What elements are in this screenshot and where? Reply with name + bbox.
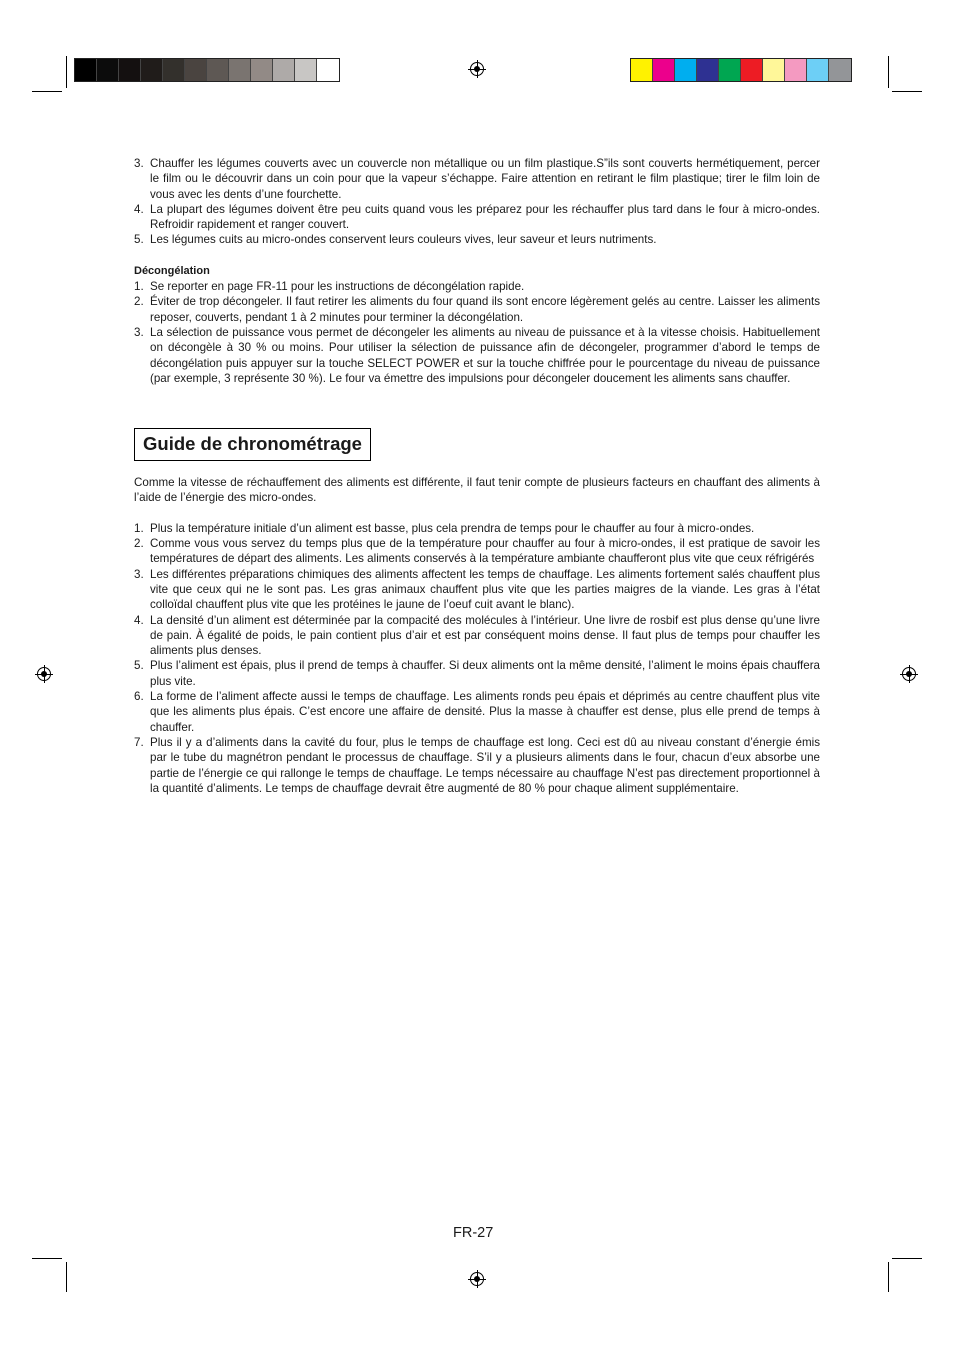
grayscale-swatch — [317, 59, 339, 81]
list-item-text: Plus la température initiale d’un aliment est basse, plus cela prendra de temps pour le chauffer au four à micro-ondes. — [150, 521, 755, 535]
list-item-text: La sélection de puissance vous permet de décongeler les aliments au niveau de puissance et à la vitesse choisis. Habituellement on décongèle à 30 % ou moins. Pour utiliser la sélection de puissance afin de décongeler, programmer d’abord le temps de décongélation puis appuyer sur la touche SELECT POWER et sur la touche chiffrée pour le pourcentage du niveau de puissance (par exemple, 3 représente 30 %). Le four va émettre des impulsions pour décongeler doucement les aliments sans chauffer. — [150, 325, 820, 385]
grayscale-color-bar — [74, 58, 340, 82]
process-color-swatch — [807, 59, 829, 81]
grayscale-swatch — [185, 59, 207, 81]
list-item-text: Se reporter en page FR-11 pour les instructions de décongélation rapide. — [150, 280, 525, 294]
list-item-number: 1. — [134, 280, 144, 294]
process-color-swatch — [785, 59, 807, 81]
registration-mark-icon — [902, 667, 916, 681]
process-color-swatch — [763, 59, 785, 81]
crop-mark-top-left-v — [66, 56, 67, 88]
list-item-number: 1. — [134, 521, 144, 535]
list-item — [134, 156, 820, 202]
guide-intro: Comme la vitesse de réchauffement des aliments est différente, il faut tenir compte de plusieurs facteurs en chauffant des aliments à l’aide de l’énergie des micro-ondes. — [134, 476, 820, 505]
list-item-number: 7. — [134, 735, 144, 749]
crop-mark-bottom-left-h — [32, 1258, 62, 1259]
section-title: Guide de chronométrage — [134, 428, 371, 461]
list-item — [134, 613, 820, 659]
process-color-bar — [630, 58, 852, 82]
crop-mark-bottom-right-h — [892, 1258, 922, 1259]
list-item — [134, 567, 820, 613]
guide-list — [134, 521, 820, 796]
list-item-text: La forme de l’aliment affecte aussi le temps de chauffage. Les aliments ronds peu épais et déprimés au centre chauffent plus vite que les aliments plus épais. C’est encore une affaire de densité. Plus la masse à chauffer est dense, plus elle prend de temps à chauffer. — [150, 690, 820, 734]
grayscale-swatch — [97, 59, 119, 81]
list-item-text: La plupart des légumes doivent être peu cuits quand vous les préparez pour les réchauffer plus tard dans le four à micro-ondes. Refroidir rapidement et ranger couvert. — [150, 202, 820, 232]
list-item-text: Éviter de trop décongeler. Il faut retirer les aliments du four quand ils sont encore légèrement gelés au centre. Laisser les aliments reposer, couverts, pendant 1 à 2 minutes pour terminer la décongélation. — [150, 295, 820, 324]
list-item-number: 4. — [134, 202, 144, 216]
registration-mark-icon — [37, 667, 51, 681]
crop-mark-bottom-left-v — [66, 1262, 67, 1292]
page-number: FR-27 — [453, 1225, 494, 1241]
grayscale-swatch — [273, 59, 295, 81]
process-color-swatch — [719, 59, 741, 81]
list-item-number: 5. — [134, 233, 144, 247]
list-item — [134, 521, 820, 536]
list-item-text: Plus l’aliment est épais, plus il prend de temps à chauffer. Si deux aliments ont la même densité, l’aliment le moins épais chauffera plus vite. — [150, 659, 820, 688]
list-item-text: Comme vous vous servez du temps plus que de la température pour chauffer au four à micro-ondes, il est pratique de savoir les températures de départ des aliments. Les aliments conservés à la température ambiante chaufferont plus vite que ceux réfrigérés — [150, 537, 820, 566]
registration-mark-icon — [470, 62, 484, 76]
list-item — [134, 325, 820, 386]
process-color-swatch — [741, 59, 763, 81]
process-color-swatch — [631, 59, 653, 81]
process-color-swatch — [675, 59, 697, 81]
list-item — [134, 279, 820, 294]
list-item-text: La densité d’un aliment est déterminée par la compacité des molécules à l’intérieur. Une livre de rosbif est plus dense qu’une livre de pain. À égalité de poids, le pain contient plus d’air et est par conséquent moins dense. Il faut plus de temps pour chauffer les aliments plus denses. — [150, 613, 820, 658]
list-item-number: 4. — [134, 613, 144, 627]
list-item-text: Chauffer les légumes couverts avec un couvercle non métallique ou un film plastique.S”ils sont couverts hermétiquement, percer le film ou le découvrir dans un coin pour que la vapeur s’échappe. Faire attention en retirant le film plastique; tirer le film loin de vous avec les dents d’une fourchette. — [150, 157, 820, 201]
list-item-number: 2. — [134, 537, 144, 551]
grayscale-swatch — [295, 59, 317, 81]
defrost-heading: Décongélation — [134, 264, 210, 277]
process-color-swatch — [653, 59, 675, 81]
process-color-swatch — [829, 59, 851, 81]
list-item-text: Les différentes préparations chimiques des aliments affectent les temps de chauffage. Les aliments fortement salés chauffent plus vite que ceux qui ne le sont pas. Les gras animaux chauffent plus vite que les parties maigres de la viande. Les gras à l’état colloïdal chauffent plus vite que les protéines le jaune de l’oeuf cuit avant le blanc). — [150, 567, 820, 612]
grayscale-swatch — [207, 59, 229, 81]
list-item-number: 2. — [134, 295, 144, 309]
defrost-list — [134, 279, 820, 386]
vegetables-list — [134, 156, 820, 248]
crop-mark-top-right-v — [888, 56, 889, 88]
crop-mark-top-left-h — [32, 91, 62, 92]
list-item-number: 6. — [134, 690, 144, 704]
grayscale-swatch — [229, 59, 251, 81]
grayscale-swatch — [141, 59, 163, 81]
list-item — [134, 658, 820, 689]
registration-mark-icon — [470, 1272, 484, 1286]
list-item-number: 5. — [134, 659, 144, 673]
crop-mark-bottom-right-v — [888, 1262, 889, 1292]
crop-mark-top-right-h — [892, 91, 922, 92]
main-content — [134, 156, 820, 796]
grayscale-swatch — [119, 59, 141, 81]
grayscale-swatch — [75, 59, 97, 81]
list-item — [134, 202, 820, 233]
grayscale-swatch — [163, 59, 185, 81]
list-item-number: 3. — [134, 567, 144, 581]
list-item-number: 3. — [134, 157, 144, 170]
list-item — [134, 294, 820, 325]
grayscale-swatch — [251, 59, 273, 81]
list-item — [134, 735, 820, 796]
list-item — [134, 689, 820, 735]
list-item-number: 3. — [134, 325, 144, 339]
process-color-swatch — [697, 59, 719, 81]
list-item — [134, 536, 820, 567]
list-item — [134, 232, 820, 247]
list-item-text: Les légumes cuits au micro-ondes conservent leurs couleurs vives, leur saveur et leurs nutriments. — [150, 233, 657, 247]
list-item-text: Plus il y a d’aliments dans la cavité du four, plus le temps de chauffage est long. Ceci est dû au niveau constant d’énergie émis par le tube du magnétron pendant le processus de chauffage. S’il y a plusieurs aliments dans le four, chacun d’eux absorbe une partie de l’énergie ce qui rallonge le temps de chauffage. Le temps nécessaire au chauffage N’est pas directement proportionnel à la quantité d’aliments. Le temps de chauffage devrait être augmenté de 80 % pour chaque aliment supplémentaire. — [150, 735, 820, 795]
